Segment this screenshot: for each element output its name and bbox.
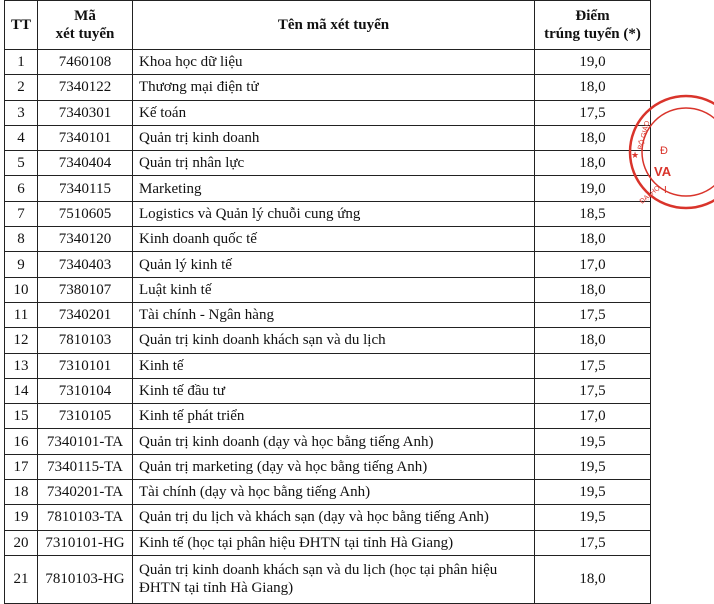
- cell-diem: 19,0: [535, 176, 651, 201]
- seal-star-icon: ★: [631, 150, 640, 160]
- cell-tt: 13: [5, 353, 38, 378]
- table-row: [5, 227, 651, 252]
- table-row: [5, 277, 651, 302]
- table-row: [5, 125, 651, 150]
- cell-ten-ma: Thương mại điện tử: [133, 75, 535, 100]
- header-ma-line1: Mã: [74, 8, 96, 24]
- cell-ten-ma: Marketing: [133, 176, 535, 201]
- cell-diem: 19,5: [535, 480, 651, 505]
- cell-ma-xet-tuyen: 7340101-TA: [38, 429, 133, 454]
- cell-ten-ma: Kinh tế: [133, 353, 535, 378]
- table-row: [5, 480, 651, 505]
- cell-ten-ma: Tài chính (dạy và học bằng tiếng Anh): [133, 480, 535, 505]
- cell-ten-ma: Logistics và Quản lý chuỗi cung ứng: [133, 201, 535, 226]
- cell-ma-xet-tuyen: 7310104: [38, 378, 133, 403]
- cell-ten-ma: Khoa học dữ liệu: [133, 50, 535, 75]
- cell-tt: 21: [5, 555, 38, 603]
- cell-diem: 18,0: [535, 227, 651, 252]
- cell-diem: 17,0: [535, 252, 651, 277]
- seal-text-mid1: Đ: [660, 145, 668, 157]
- header-ten-ma: Tên mã xét tuyển: [133, 1, 535, 50]
- cell-tt: 5: [5, 151, 38, 176]
- seal-inner-ring: [642, 108, 714, 196]
- cell-ten-ma: Kế toán: [133, 100, 535, 125]
- table-row: [5, 429, 651, 454]
- cell-tt: 9: [5, 252, 38, 277]
- cell-diem: 18,0: [535, 277, 651, 302]
- cell-tt: 12: [5, 328, 38, 353]
- cell-ma-xet-tuyen: 7340201: [38, 302, 133, 327]
- header-tt: TT: [5, 1, 38, 50]
- table-header-row: [5, 1, 651, 50]
- cell-ten-ma: Tài chính - Ngân hàng: [133, 302, 535, 327]
- cell-ten-ma: Quản trị marketing (dạy và học bằng tiếng Anh): [133, 454, 535, 479]
- cell-diem: 19,5: [535, 454, 651, 479]
- cell-diem: 17,0: [535, 404, 651, 429]
- header-diem: [535, 1, 651, 50]
- table-row: [5, 454, 651, 479]
- cell-diem: 17,5: [535, 353, 651, 378]
- cell-ten-ma: Kinh tế (học tại phân hiệu ĐHTN tại tỉnh Hà Giang): [133, 530, 535, 555]
- cell-diem: 18,5: [535, 201, 651, 226]
- cell-ma-xet-tuyen: 7310105: [38, 404, 133, 429]
- table-row: [5, 50, 651, 75]
- table-row: [5, 75, 651, 100]
- admission-score-table: [4, 0, 651, 604]
- cell-ma-xet-tuyen: 7340115: [38, 176, 133, 201]
- cell-diem: 19,5: [535, 429, 651, 454]
- cell-ma-xet-tuyen: 7460108: [38, 50, 133, 75]
- cell-ten-ma: Quản trị nhân lực: [133, 151, 535, 176]
- table-row: [5, 176, 651, 201]
- cell-tt: 19: [5, 505, 38, 530]
- table-row: [5, 252, 651, 277]
- cell-ma-xet-tuyen: 7810103: [38, 328, 133, 353]
- table-row: [5, 328, 651, 353]
- table-row: [5, 100, 651, 125]
- cell-diem: 18,0: [535, 75, 651, 100]
- cell-tt: 16: [5, 429, 38, 454]
- table-row: [5, 151, 651, 176]
- header-diem-line2: trúng tuyển (*): [544, 26, 641, 42]
- seal-text-bottom: ĐẠI HỌ: [638, 184, 662, 206]
- cell-ten-ma: Kinh tế đầu tư: [133, 378, 535, 403]
- cell-diem: 19,0: [535, 50, 651, 75]
- table-row: [5, 302, 651, 327]
- cell-tt: 6: [5, 176, 38, 201]
- cell-ten-ma: Quản trị kinh doanh: [133, 125, 535, 150]
- cell-ma-xet-tuyen: 7340404: [38, 151, 133, 176]
- cell-ten-ma: Quản trị kinh doanh khách sạn và du lịch (học tại phân hiệu ĐHTN tại tỉnh Hà Giang): [133, 555, 535, 603]
- cell-diem: 19,5: [535, 505, 651, 530]
- cell-diem: 17,5: [535, 530, 651, 555]
- cell-ma-xet-tuyen: 7310101: [38, 353, 133, 378]
- cell-tt: 2: [5, 75, 38, 100]
- cell-tt: 3: [5, 100, 38, 125]
- cell-ma-xet-tuyen: 7810103-HG: [38, 555, 133, 603]
- cell-diem: 17,5: [535, 378, 651, 403]
- cell-tt: 10: [5, 277, 38, 302]
- cell-diem: 18,0: [535, 555, 651, 603]
- cell-tt: 17: [5, 454, 38, 479]
- cell-tt: 20: [5, 530, 38, 555]
- seal-text-mid2: VA: [654, 164, 672, 179]
- cell-tt: 14: [5, 378, 38, 403]
- cell-ten-ma: Luật kinh tế: [133, 277, 535, 302]
- cell-ma-xet-tuyen: 7510605: [38, 201, 133, 226]
- cell-ma-xet-tuyen: 7340122: [38, 75, 133, 100]
- table-row: [5, 505, 651, 530]
- cell-ten-ma: Quản lý kinh tế: [133, 252, 535, 277]
- header-ma-line2: xét tuyển: [55, 26, 115, 42]
- cell-diem: 17,5: [535, 302, 651, 327]
- cell-ma-xet-tuyen: 7340115-TA: [38, 454, 133, 479]
- seal-text-top: BỘ GIÁO: [637, 120, 652, 151]
- cell-tt: 4: [5, 125, 38, 150]
- header-diem-line1: Điểm: [575, 8, 610, 24]
- cell-ma-xet-tuyen: 7310101-HG: [38, 530, 133, 555]
- cell-ten-ma: Kinh tế phát triển: [133, 404, 535, 429]
- cell-ten-ma: Quản trị kinh doanh khách sạn và du lịch: [133, 328, 535, 353]
- table-row: [5, 201, 651, 226]
- table-row: [5, 404, 651, 429]
- cell-tt: 15: [5, 404, 38, 429]
- cell-ma-xet-tuyen: 7340301: [38, 100, 133, 125]
- cell-diem: 18,0: [535, 125, 651, 150]
- cell-diem: 18,0: [535, 328, 651, 353]
- cell-ma-xet-tuyen: 7340201-TA: [38, 480, 133, 505]
- table-row: [5, 353, 651, 378]
- cell-ten-ma: Kinh doanh quốc tế: [133, 227, 535, 252]
- table-row: [5, 378, 651, 403]
- cell-diem: 17,5: [535, 100, 651, 125]
- cell-ten-ma: Quản trị du lịch và khách sạn (dạy và học bằng tiếng Anh): [133, 505, 535, 530]
- cell-tt: 18: [5, 480, 38, 505]
- cell-ma-xet-tuyen: 7810103-TA: [38, 505, 133, 530]
- cell-ma-xet-tuyen: 7340101: [38, 125, 133, 150]
- cell-tt: 7: [5, 201, 38, 226]
- cell-ma-xet-tuyen: 7380107: [38, 277, 133, 302]
- header-ma-xet-tuyen: [38, 1, 133, 50]
- table-body: [5, 50, 651, 604]
- cell-ma-xet-tuyen: 7340403: [38, 252, 133, 277]
- table-row: [5, 530, 651, 555]
- seal-text-mid3: I: [664, 185, 667, 196]
- cell-ma-xet-tuyen: 7340120: [38, 227, 133, 252]
- cell-tt: 11: [5, 302, 38, 327]
- cell-ten-ma: Quản trị kinh doanh (dạy và học bằng tiếng Anh): [133, 429, 535, 454]
- table-row: [5, 555, 651, 603]
- cell-tt: 8: [5, 227, 38, 252]
- cell-diem: 18,0: [535, 151, 651, 176]
- cell-tt: 1: [5, 50, 38, 75]
